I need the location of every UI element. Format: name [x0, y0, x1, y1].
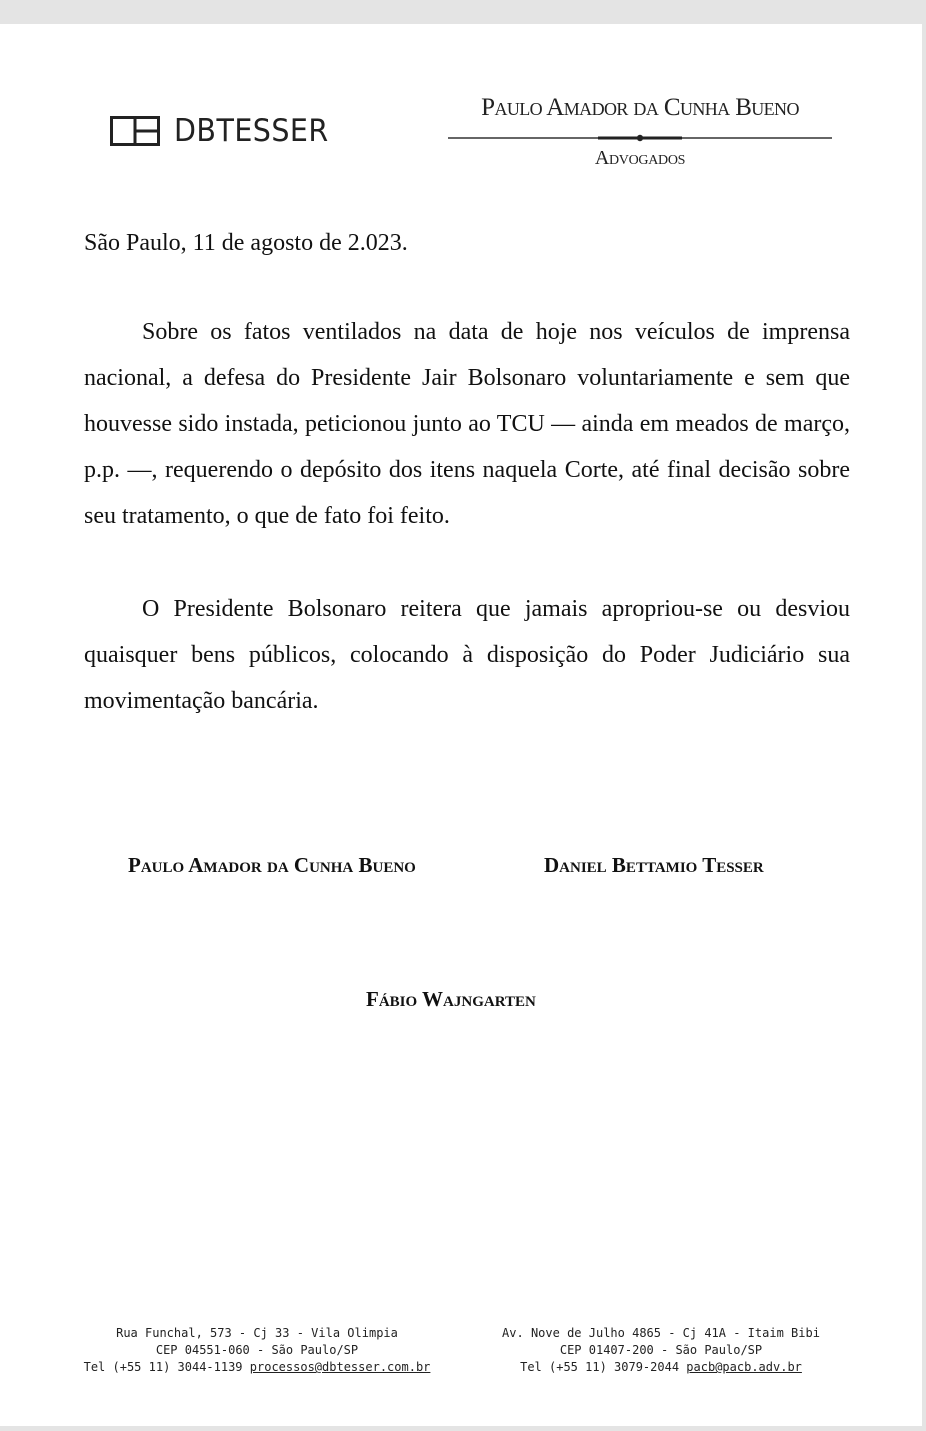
pacb-logo-subtitle: Advogados: [594, 147, 686, 169]
body-paragraph-2: O Presidente Bolsonaro reitera que jamais apropriou-se ou desviou quaisquer bens públicos, colocando à disposição do Poder Judiciário sua movimentação bancária.: [84, 596, 850, 714]
signature-paulo: Paulo Amador da Cunha Bueno: [128, 853, 416, 877]
pacb-logo-divider: [448, 134, 832, 142]
footer-left-tel: Tel (+55 11) 3044-1139: [83, 1360, 243, 1374]
footer-left: [56, 1325, 458, 1376]
footer-right-cep: CEP 01407-200 - São Paulo/SP: [559, 1343, 763, 1357]
db-tesser-logo-text: DBTESSER: [174, 113, 329, 149]
signature-fabio: Fábio Wajngarten: [366, 987, 536, 1011]
footer-right-email-link[interactable]: pacb@pacb.adv.br: [686, 1360, 802, 1374]
pacb-logo-name: Paulo Amador da Cunha Bueno: [481, 94, 799, 121]
footer-left-cep: CEP 04551-060 - São Paulo/SP: [155, 1343, 359, 1357]
footer-right-contact: [480, 1359, 842, 1376]
footer-right-address: Av. Nove de Julho 4865 - Cj 41A - Itaim Bibi: [502, 1326, 820, 1340]
footer-right: [480, 1325, 842, 1376]
footer-left-contact: [56, 1359, 458, 1376]
db-tesser-mark-icon: [110, 116, 160, 146]
pacb-logo: [448, 92, 832, 172]
body-paragraph-1: Sobre os fatos ventilados na data de hoje nos veículos de imprensa nacional, a defesa do Presidente Jair Bolsonaro voluntariamente e sem que houvesse sido instada, peticionou junto ao TCU — ainda em meados de março, p.p. —, requerendo o depósito dos itens naquela Corte, até final decisão sobre seu tratamento, o que de fato foi feito.: [84, 319, 850, 529]
footer-left-address: Rua Funchal, 573 - Cj 33 - Vila Olimpia: [116, 1326, 398, 1340]
footer-right-tel: Tel (+55 11) 3079-2044: [520, 1360, 680, 1374]
signature-daniel: Daniel Bettamio Tesser: [544, 853, 764, 877]
db-tesser-logo: [110, 114, 342, 148]
letter-page: [0, 24, 922, 1426]
footer-left-email-link[interactable]: processos@dbtesser.com.br: [249, 1360, 431, 1374]
date-line: São Paulo, 11 de agosto de 2.023.: [84, 230, 408, 256]
